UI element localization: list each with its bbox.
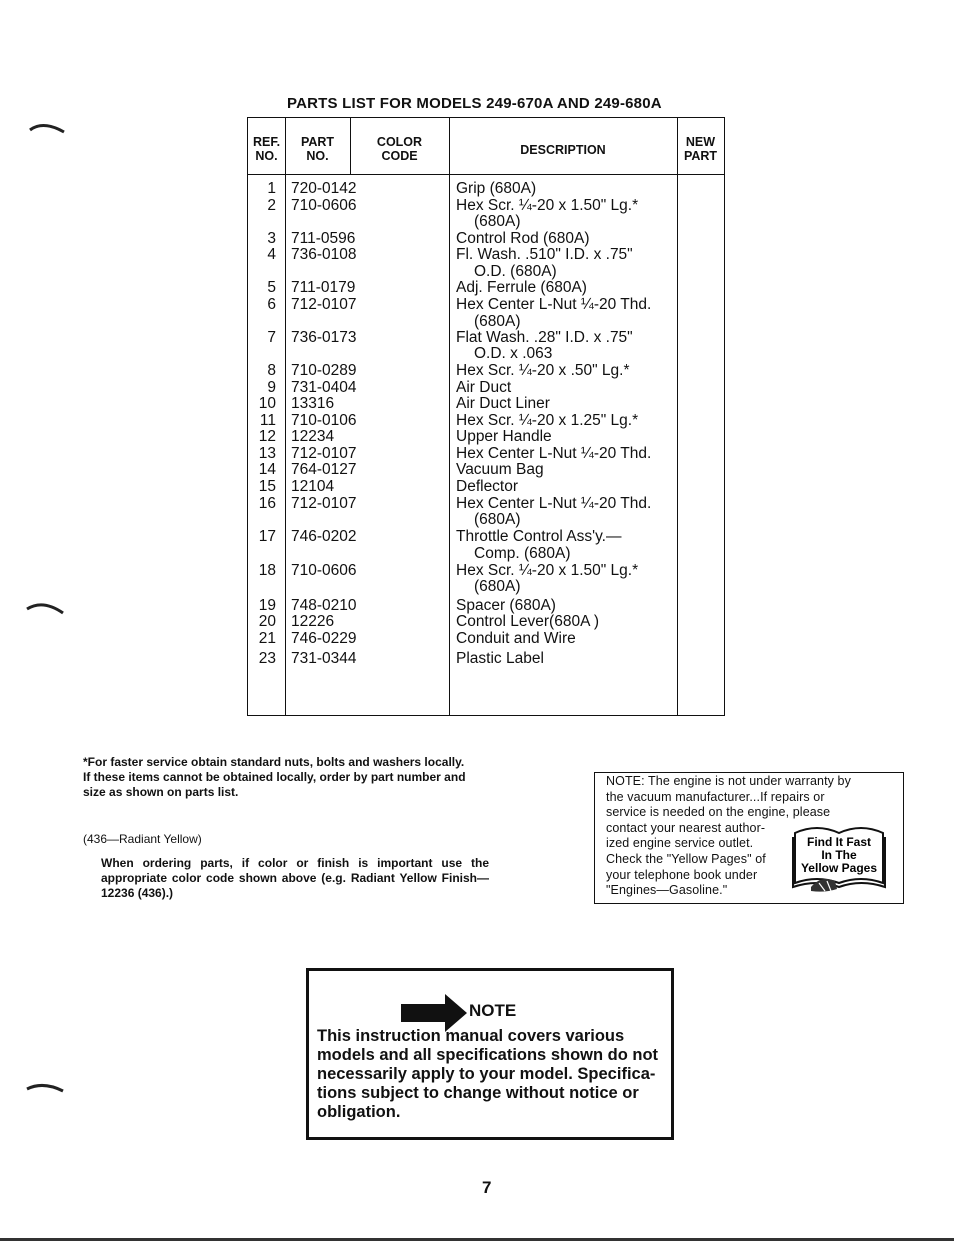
table-row xyxy=(248,198,724,214)
footnote: *For faster service obtain standard nuts, bolts and washers locally. If these items cannot be obtained locally, order by part number and size as shown on parts list. xyxy=(83,755,466,799)
part-no: 710-0289 xyxy=(291,362,357,379)
ref-no: 11 xyxy=(259,412,276,429)
table-row xyxy=(248,247,724,263)
description: Conduit and Wire xyxy=(456,630,576,647)
description: Upper Handle xyxy=(456,428,552,445)
ref-no: 1 xyxy=(267,180,276,197)
part-no: 746-0202 xyxy=(291,528,357,545)
description: Spacer (680A) xyxy=(456,597,556,614)
header-color-code: COLOR CODE xyxy=(376,135,423,163)
table-row xyxy=(248,396,724,412)
table-row xyxy=(248,297,724,313)
description-continued: O.D. (680A) xyxy=(474,263,557,280)
ref-no: 4 xyxy=(267,246,276,263)
part-no: 12234 xyxy=(291,428,335,445)
table-row xyxy=(248,330,724,346)
part-no: 710-0106 xyxy=(291,412,357,429)
part-no: 731-0344 xyxy=(291,650,357,667)
description: Air Duct xyxy=(456,379,512,396)
note-line: obligation. xyxy=(317,1103,401,1121)
ref-no: 20 xyxy=(258,613,276,630)
part-no: 12226 xyxy=(291,613,335,630)
part-no: 712-0107 xyxy=(291,445,357,462)
walking-fingers-icon xyxy=(811,879,837,892)
part-no: 764-0127 xyxy=(291,461,357,478)
table-row-continuation xyxy=(248,546,724,562)
part-no: 746-0229 xyxy=(291,630,357,647)
description-continued: O.D. x .063 xyxy=(474,345,553,362)
description: Hex Center L-Nut ¼-20 Thd. xyxy=(456,495,652,512)
description-continued: (680A) xyxy=(474,213,521,230)
note-line: necessarily apply to your model. Specifica- xyxy=(317,1065,656,1083)
part-no: 12104 xyxy=(291,478,335,495)
table-row xyxy=(248,496,724,512)
ref-no: 6 xyxy=(267,296,276,313)
table-row xyxy=(248,181,724,197)
ref-no: 15 xyxy=(258,478,276,495)
color-code-legend: (436—Radiant Yellow) xyxy=(83,832,202,846)
part-no: 711-0596 xyxy=(291,230,356,247)
table-row-continuation xyxy=(248,579,724,595)
note-line: the vacuum manufacturer...If repairs or xyxy=(606,789,825,804)
description: Air Duct Liner xyxy=(456,395,550,412)
description: Grip (680A) xyxy=(456,180,537,197)
ref-no: 8 xyxy=(267,362,276,379)
description: Hex Center L-Nut ¼-20 Thd. xyxy=(456,296,652,313)
instruction-note xyxy=(306,968,674,1140)
header-part-no: PART NO. xyxy=(300,135,335,163)
ref-no: 14 xyxy=(258,461,276,478)
ref-no: 19 xyxy=(258,597,276,614)
table-row xyxy=(248,280,724,296)
ref-no: 18 xyxy=(258,562,276,579)
part-no: 712-0107 xyxy=(291,495,357,512)
header-divider xyxy=(248,174,724,175)
header-ref-no: REF. NO. xyxy=(252,135,281,163)
table-row xyxy=(248,529,724,545)
page-number: 7 xyxy=(482,1178,492,1197)
description: Deflector xyxy=(456,478,519,495)
page-title: PARTS LIST FOR MODELS 249-670A AND 249-680A xyxy=(287,95,662,112)
engine-warranty-note xyxy=(594,772,904,904)
table-row xyxy=(248,563,724,579)
description: Control Rod (680A) xyxy=(456,230,590,247)
description: Flat Wash. .28" I.D. x .75" xyxy=(456,329,633,346)
note-line: service is needed on the engine, please xyxy=(606,805,831,820)
description: Fl. Wash. .510" I.D. x .75" xyxy=(456,246,633,263)
part-no: 13316 xyxy=(291,395,335,412)
description: Throttle Control Ass'y.— xyxy=(456,528,622,545)
ref-no: 3 xyxy=(267,230,276,247)
table-row xyxy=(248,429,724,445)
description-continued: (680A) xyxy=(474,313,521,330)
part-no: 710-0606 xyxy=(291,562,357,579)
ref-no: 16 xyxy=(258,495,276,512)
table-row xyxy=(248,462,724,478)
ref-no: 23 xyxy=(258,650,276,667)
table-row xyxy=(248,651,724,667)
table-row xyxy=(248,413,724,429)
note-heading: NOTE xyxy=(469,1001,517,1020)
description: Hex Scr. ¼-20 x .50" Lg.* xyxy=(456,362,630,379)
description-continued: (680A) xyxy=(474,511,521,528)
table-row xyxy=(248,614,724,630)
ref-no: 21 xyxy=(258,630,276,647)
margin-mark xyxy=(25,597,67,619)
table-row xyxy=(248,598,724,614)
bottom-rule xyxy=(0,1238,954,1241)
description-continued: (680A) xyxy=(474,578,521,595)
ref-no: 13 xyxy=(258,445,276,462)
note-line: models and all specifications shown do not xyxy=(317,1046,659,1064)
ordering-note: When ordering parts, if color or finish is important use the appropriate color code shown above (e.g. Radiant Yellow Finish—12236 (436).) xyxy=(101,856,489,900)
parts-table xyxy=(247,117,725,716)
margin-mark xyxy=(28,118,68,138)
table-row-continuation xyxy=(248,214,724,230)
description: Hex Scr. ¼-20 x 1.50" Lg.* xyxy=(456,562,639,579)
logo-text: Find It Fast xyxy=(807,835,871,849)
part-no: 748-0210 xyxy=(291,597,357,614)
description: Vacuum Bag xyxy=(456,461,544,478)
description: Control Lever(680A ) xyxy=(456,613,600,630)
ref-no: 10 xyxy=(258,395,276,412)
note-line: Check the "Yellow Pages" of xyxy=(606,851,766,866)
ref-no: 5 xyxy=(267,279,276,296)
part-no: 712-0107 xyxy=(291,296,357,313)
note-line: ized engine service outlet. xyxy=(606,836,754,851)
part-no: 731-0404 xyxy=(291,379,357,396)
description-continued: Comp. (680A) xyxy=(474,545,571,562)
header-description: DESCRIPTION xyxy=(520,143,606,157)
ref-no: 9 xyxy=(267,379,276,396)
table-row-continuation xyxy=(248,346,724,362)
description: Adj. Ferrule (680A) xyxy=(456,279,587,296)
logo-text: Yellow Pages xyxy=(800,861,878,875)
ref-no: 17 xyxy=(258,528,276,545)
table-row-continuation xyxy=(248,314,724,330)
yellow-pages-logo xyxy=(791,825,887,895)
note-line: contact your nearest author- xyxy=(606,820,766,835)
note-line: "Engines—Gasoline." xyxy=(606,883,728,898)
ref-no: 2 xyxy=(267,197,276,214)
description: Hex Scr. ¼-20 x 1.25" Lg.* xyxy=(456,412,639,429)
header-new-part: NEW PART xyxy=(683,135,718,163)
table-row xyxy=(248,380,724,396)
logo-text: In The xyxy=(821,848,857,862)
table-row xyxy=(248,363,724,379)
description: Hex Scr. ¼-20 x 1.50" Lg.* xyxy=(456,197,639,214)
table-row xyxy=(248,446,724,462)
table-row-continuation xyxy=(248,512,724,528)
part-no: 736-0108 xyxy=(291,246,357,263)
note-line: This instruction manual covers various xyxy=(317,1027,625,1045)
note-line: tions subject to change without notice or xyxy=(317,1084,639,1102)
note-line: NOTE: The engine is not under warranty by xyxy=(606,774,851,788)
margin-mark xyxy=(25,1077,67,1097)
part-no: 736-0173 xyxy=(291,329,357,346)
part-no: 710-0606 xyxy=(291,197,357,214)
note-line: your telephone book under xyxy=(606,867,758,882)
ref-no: 12 xyxy=(258,428,276,445)
part-no: 720-0142 xyxy=(291,180,357,197)
table-row xyxy=(248,631,724,647)
part-no: 711-0179 xyxy=(291,279,356,296)
description: Plastic Label xyxy=(456,650,544,667)
ref-no: 7 xyxy=(267,329,276,346)
table-row-continuation xyxy=(248,264,724,280)
table-row xyxy=(248,479,724,495)
table-row xyxy=(248,231,724,247)
description: Hex Center L-Nut ¼-20 Thd. xyxy=(456,445,652,462)
